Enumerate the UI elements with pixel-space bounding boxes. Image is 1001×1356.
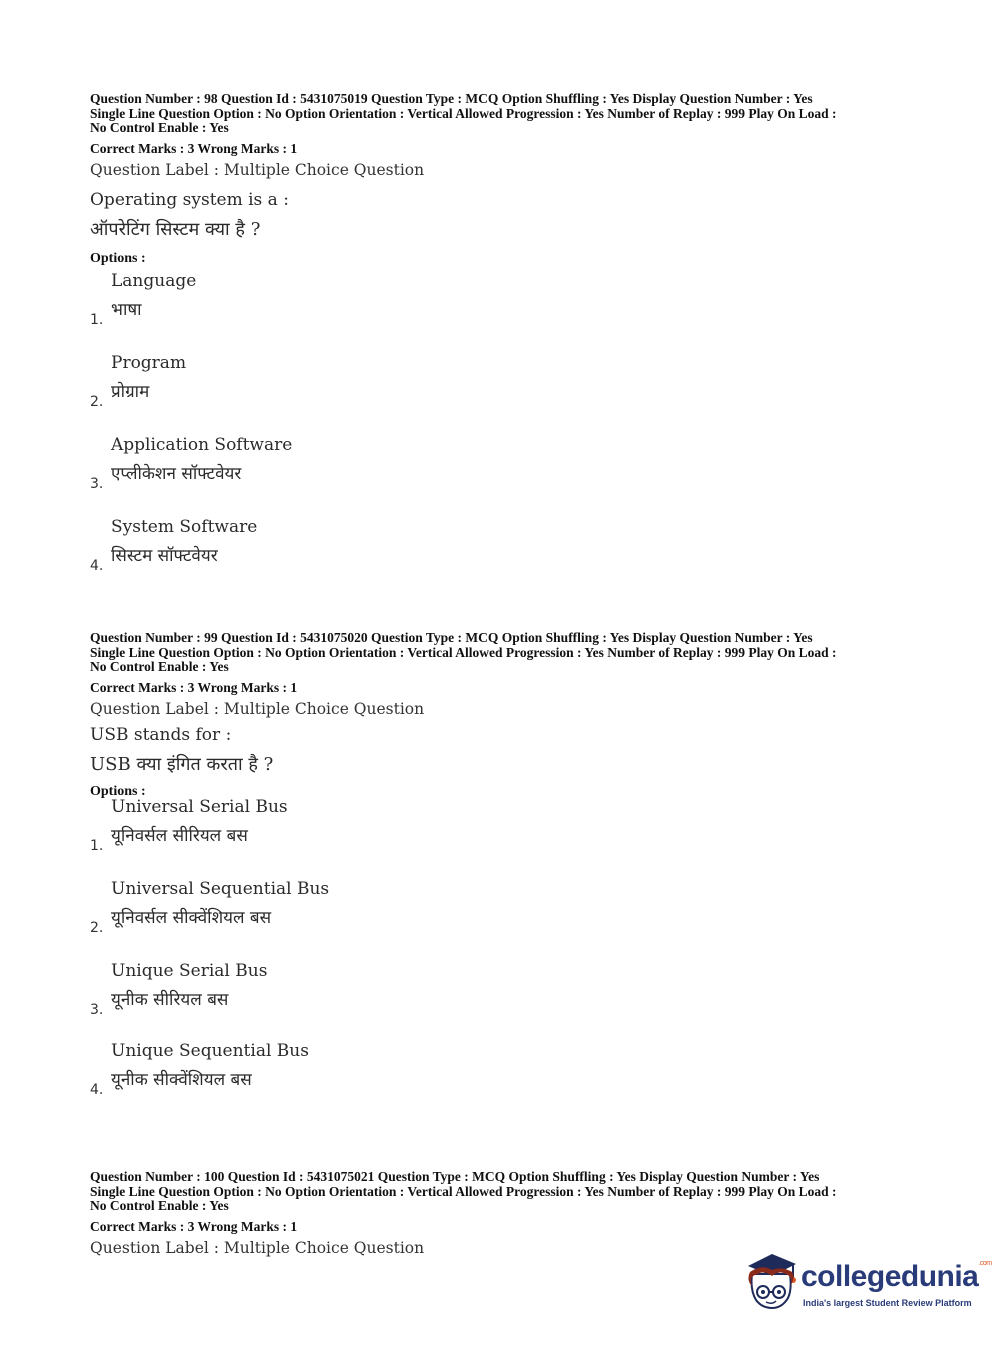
options-heading: Options : [90, 250, 146, 266]
option-text-hi: एप्लीकेशन सॉफ्टवेयर [111, 463, 242, 484]
option-text-en: Unique Serial Bus [111, 960, 268, 981]
brand-name [801, 1260, 992, 1294]
option-text-hi: सिस्टम सॉफ्टवेयर [111, 545, 218, 566]
option-text-en: System Software [111, 516, 258, 537]
question-text-hi: ऑपरेटिंग सिस्टम क्या है ? [90, 218, 261, 240]
question-text-hi: USB क्या इंगित करता है ? [90, 753, 274, 775]
option-number: 3. [90, 1001, 104, 1018]
option-text-en: Language [111, 270, 197, 291]
question-block-98 [90, 91, 920, 574]
brand-suffix: .com [978, 1260, 992, 1267]
question-marks: Correct Marks : 3 Wrong Marks : 1 [90, 140, 298, 156]
option-item [90, 516, 920, 574]
question-meta-line1: Question Number : 98 Question Id : 5431075019 Question Type : MCQ Option Shuffling : Yes Display Question Number : Yes [90, 91, 813, 106]
option-number: 1. [90, 311, 104, 328]
question-text-en: USB stands for : [90, 724, 232, 745]
question-label: Question Label : Multiple Choice Question [90, 1238, 425, 1257]
question-meta-line2: Single Line Question Option : No Option Orientation : Vertical Allowed Progression : Yes Number of Replay : 999 Play On Load : [90, 644, 837, 660]
option-number: 4. [90, 557, 104, 574]
option-item [90, 352, 920, 410]
question-meta-line2: Single Line Question Option : No Option Orientation : Vertical Allowed Progression : Yes Number of Replay : 999 Play On Load : [90, 1183, 837, 1199]
option-item [90, 960, 920, 1018]
question-marks: Correct Marks : 3 Wrong Marks : 1 [90, 1218, 298, 1234]
question-label: Question Label : Multiple Choice Question [90, 699, 425, 718]
question-meta-line3: No Control Enable : Yes [90, 120, 229, 135]
option-item [90, 796, 920, 854]
question-meta-line3: No Control Enable : Yes [90, 659, 229, 674]
question-meta-line2: Single Line Question Option : No Option Orientation : Vertical Allowed Progression : Yes Number of Replay : 999 Play On Load : [90, 105, 837, 121]
option-number: 4. [90, 1081, 104, 1098]
option-item [90, 878, 920, 936]
question-block-100 [90, 1170, 920, 1258]
question-marks: Correct Marks : 3 Wrong Marks : 1 [90, 679, 298, 695]
option-number: 2. [90, 919, 104, 936]
option-item [90, 1040, 920, 1098]
graduate-mascot-icon [742, 1250, 800, 1316]
option-text-en: Unique Sequential Bus [111, 1040, 309, 1061]
option-text-hi: यूनीक सीक्वेंशियल बस [111, 1069, 252, 1090]
question-meta-line3: No Control Enable : Yes [90, 1198, 229, 1213]
option-text-hi: यूनिवर्सल सीरियल बस [111, 825, 248, 846]
question-block-99 [90, 630, 920, 1098]
option-text-en: Program [111, 352, 187, 373]
question-meta-line1: Question Number : 99 Question Id : 5431075020 Question Type : MCQ Option Shuffling : Yes Display Question Number : Yes [90, 630, 813, 645]
collegedunia-logo [742, 1250, 992, 1320]
option-text-hi: यूनीक सीरियल बस [111, 989, 229, 1010]
brand-tagline: India's largest Student Review Platform [803, 1298, 972, 1308]
option-text-en: Universal Sequential Bus [111, 878, 330, 899]
option-number: 1. [90, 837, 104, 854]
question-meta-line1: Question Number : 100 Question Id : 5431075021 Question Type : MCQ Option Shuffling : Yes Display Question Number : Yes [90, 1169, 820, 1184]
option-item [90, 434, 920, 492]
question-label: Question Label : Multiple Choice Question [90, 160, 425, 179]
option-text-hi: प्रोग्राम [111, 381, 150, 402]
question-text-en: Operating system is a : [90, 189, 289, 210]
option-number: 3. [90, 475, 104, 492]
brand-name-text: collegedunia [801, 1260, 979, 1293]
option-text-hi: भाषा [111, 299, 142, 320]
option-text-en: Universal Serial Bus [111, 796, 288, 817]
option-number: 2. [90, 393, 104, 410]
option-item [90, 270, 920, 328]
option-text-hi: यूनिवर्सल सीक्वेंशियल बस [111, 907, 272, 928]
option-text-en: Application Software [111, 434, 293, 455]
options-heading: Options : [90, 783, 146, 799]
